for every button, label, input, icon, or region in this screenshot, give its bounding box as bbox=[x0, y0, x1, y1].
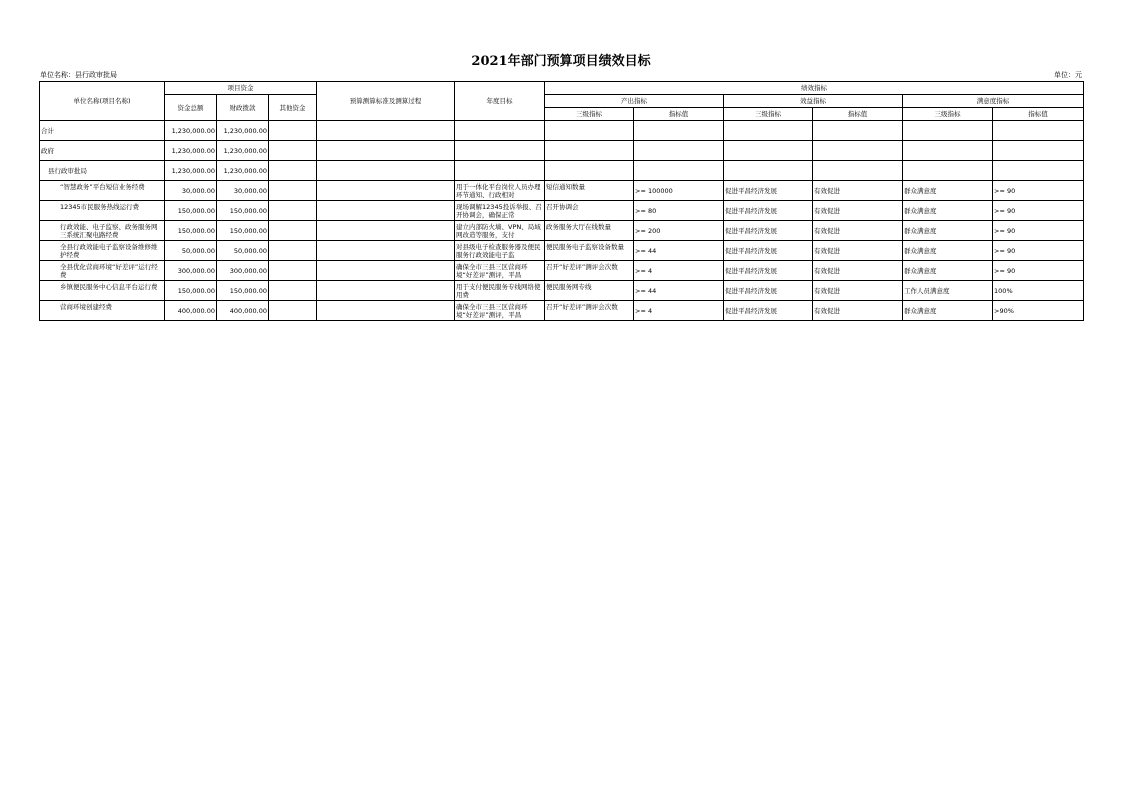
row-fiscal: 1,230,000.00 bbox=[217, 141, 269, 161]
project-total: 300,000.00 bbox=[165, 261, 217, 281]
row-name: 政府 bbox=[40, 141, 165, 161]
benefit-indicator: 促进平昌经济发展 bbox=[724, 281, 813, 301]
project-budget-standard bbox=[317, 221, 455, 241]
project-budget-standard bbox=[317, 241, 455, 261]
satisfaction-value: >= 90 bbox=[993, 261, 1084, 281]
header-performance: 绩效指标 bbox=[545, 82, 1084, 95]
project-annual-goal: 用于支付便民服务专线网络使用费 bbox=[456, 282, 541, 299]
project-budget-standard bbox=[317, 261, 455, 281]
output-indicator: 召开“好差评”测评会次数 bbox=[546, 262, 618, 271]
table-row bbox=[40, 301, 1084, 321]
project-annual-goal: 确保全市三县三区营商环境“好差评”测评，平昌 bbox=[456, 302, 528, 319]
benefit-indicator: 促进平昌经济发展 bbox=[724, 301, 813, 321]
header-annual-goal: 年度目标 bbox=[455, 82, 545, 121]
unit-name-label: 单位名称：县行政审批局 bbox=[40, 71, 117, 79]
satisfaction-value: >90% bbox=[993, 301, 1084, 321]
benefit-value: 有效促进 bbox=[813, 301, 903, 321]
header-satisfaction-level3: 三级指标 bbox=[903, 108, 993, 121]
output-value: >= 44 bbox=[634, 241, 724, 261]
row-name: 合计 bbox=[40, 121, 165, 141]
project-total: 50,000.00 bbox=[165, 241, 217, 261]
header-budget-standard: 预算测算标准及测算过程 bbox=[317, 82, 455, 121]
output-indicator: 召开协调会 bbox=[546, 202, 579, 211]
header-project-funds: 项目资金 bbox=[165, 82, 317, 95]
output-value: >= 200 bbox=[634, 221, 724, 241]
row-total: 1,230,000.00 bbox=[165, 161, 217, 181]
project-name: 乡镇便民服务中心信息平台运行费 bbox=[60, 282, 158, 291]
header-unit-name: 单位名称(项目名称) bbox=[40, 82, 165, 121]
project-fiscal: 400,000.00 bbox=[217, 301, 269, 321]
project-total: 400,000.00 bbox=[165, 301, 217, 321]
project-budget-standard bbox=[317, 281, 455, 301]
header-total: 资金总额 bbox=[165, 95, 217, 121]
satisfaction-indicator: 群众满意度 bbox=[903, 201, 993, 221]
table-row bbox=[40, 221, 1084, 241]
table-row bbox=[40, 181, 1084, 201]
row-fiscal: 1,230,000.00 bbox=[217, 161, 269, 181]
project-name: 12345市民服务热线运行费 bbox=[60, 202, 140, 211]
project-name: 全县优化营商环境“好差评”运行经费 bbox=[60, 262, 158, 279]
row-fiscal: 1,230,000.00 bbox=[217, 121, 269, 141]
page-title: 2021年部门预算项目绩效目标 bbox=[471, 54, 651, 69]
project-annual-goal: 对县级电子检查服务器及便民服务行政效能电子监 bbox=[456, 242, 541, 259]
header-other: 其他资金 bbox=[269, 95, 317, 121]
project-annual-goal: 建立内部防火墙、VPN、局域网改造等服务，支付 bbox=[456, 222, 541, 239]
output-indicator: 召开“好差评”测评会次数 bbox=[546, 302, 618, 311]
project-total: 150,000.00 bbox=[165, 221, 217, 241]
header-output-value: 指标值 bbox=[634, 108, 724, 121]
project-name: “智慧政务”平台短信业务经费 bbox=[60, 182, 145, 191]
satisfaction-value: >= 90 bbox=[993, 241, 1084, 261]
header-satisfaction-value: 指标值 bbox=[993, 108, 1084, 121]
table-row bbox=[40, 261, 1084, 281]
project-other bbox=[269, 281, 317, 301]
satisfaction-indicator: 群众满意度 bbox=[903, 261, 993, 281]
benefit-indicator: 促进平昌经济发展 bbox=[724, 221, 813, 241]
project-other bbox=[269, 261, 317, 281]
output-indicator: 短信通知数量 bbox=[546, 182, 586, 191]
header-benefit-value: 指标值 bbox=[813, 108, 903, 121]
output-value: >= 4 bbox=[634, 261, 724, 281]
project-other bbox=[269, 201, 317, 221]
benefit-value: 有效促进 bbox=[813, 181, 903, 201]
project-fiscal: 150,000.00 bbox=[217, 201, 269, 221]
table-row bbox=[40, 281, 1084, 301]
table-row bbox=[40, 141, 1084, 161]
project-budget-standard bbox=[317, 301, 455, 321]
satisfaction-value: 100% bbox=[993, 281, 1084, 301]
header-satisfaction: 满意度指标 bbox=[903, 95, 1084, 108]
benefit-value: 有效促进 bbox=[813, 221, 903, 241]
project-annual-goal: 现场调解12345投诉举报、召开协调会，确保正常 bbox=[456, 202, 542, 219]
project-name: 行政效能、电子监察、政务服务网三系统汇聚电路经费 bbox=[60, 222, 158, 239]
output-value: >= 100000 bbox=[634, 181, 724, 201]
row-total: 1,230,000.00 bbox=[165, 141, 217, 161]
header-benefit: 效益指标 bbox=[724, 95, 903, 108]
performance-goals-table bbox=[39, 81, 1084, 321]
satisfaction-indicator: 群众满意度 bbox=[903, 181, 993, 201]
satisfaction-indicator: 群众满意度 bbox=[903, 241, 993, 261]
satisfaction-value: >= 90 bbox=[993, 221, 1084, 241]
project-fiscal: 150,000.00 bbox=[217, 281, 269, 301]
benefit-value: 有效促进 bbox=[813, 241, 903, 261]
satisfaction-indicator: 群众满意度 bbox=[903, 301, 993, 321]
output-value: >= 44 bbox=[634, 281, 724, 301]
satisfaction-value: >= 90 bbox=[993, 201, 1084, 221]
row-name: 县行政审批局 bbox=[40, 161, 165, 181]
project-fiscal: 300,000.00 bbox=[217, 261, 269, 281]
benefit-value: 有效促进 bbox=[813, 261, 903, 281]
header-fiscal: 财政拨款 bbox=[217, 95, 269, 121]
row-total: 1,230,000.00 bbox=[165, 121, 217, 141]
project-fiscal: 150,000.00 bbox=[217, 221, 269, 241]
satisfaction-indicator: 工作人员满意度 bbox=[903, 281, 993, 301]
satisfaction-value: >= 90 bbox=[993, 181, 1084, 201]
header-benefit-level3: 三级指标 bbox=[724, 108, 813, 121]
project-other bbox=[269, 221, 317, 241]
output-indicator: 便民服务网专线 bbox=[546, 282, 592, 291]
project-name: 营商环境创建经费 bbox=[60, 302, 112, 311]
header-output-level3: 三级指标 bbox=[545, 108, 634, 121]
project-fiscal: 50,000.00 bbox=[217, 241, 269, 261]
table-row bbox=[40, 241, 1084, 261]
output-value: >= 4 bbox=[634, 301, 724, 321]
output-indicator: 便民服务电子监察设备数量 bbox=[546, 242, 625, 251]
table-row bbox=[40, 201, 1084, 221]
benefit-indicator: 促进平昌经济发展 bbox=[724, 201, 813, 221]
project-annual-goal: 确保全市三县三区营商环境“好差评”测评，平昌 bbox=[456, 262, 528, 279]
benefit-indicator: 促进平昌经济发展 bbox=[724, 261, 813, 281]
currency-unit-label: 单位：元 bbox=[1054, 71, 1082, 79]
benefit-indicator: 促进平昌经济发展 bbox=[724, 241, 813, 261]
output-indicator: 政务服务大厅在线数量 bbox=[546, 222, 612, 231]
project-total: 150,000.00 bbox=[165, 201, 217, 221]
benefit-value: 有效促进 bbox=[813, 281, 903, 301]
project-other bbox=[269, 301, 317, 321]
table-row bbox=[40, 161, 1084, 181]
satisfaction-indicator: 群众满意度 bbox=[903, 221, 993, 241]
project-budget-standard bbox=[317, 181, 455, 201]
project-annual-goal: 用于一体化平台岗位人员办理环节通知、行政相对 bbox=[456, 182, 541, 199]
header-output: 产出指标 bbox=[545, 95, 724, 108]
project-other bbox=[269, 181, 317, 201]
project-name: 全县行政效能电子监察设备维修维护经费 bbox=[60, 242, 158, 259]
project-total: 30,000.00 bbox=[165, 181, 217, 201]
benefit-indicator: 促进平昌经济发展 bbox=[724, 181, 813, 201]
project-fiscal: 30,000.00 bbox=[217, 181, 269, 201]
benefit-value: 有效促进 bbox=[813, 201, 903, 221]
output-value: >= 80 bbox=[634, 201, 724, 221]
table-row bbox=[40, 121, 1084, 141]
project-other bbox=[269, 241, 317, 261]
project-total: 150,000.00 bbox=[165, 281, 217, 301]
project-budget-standard bbox=[317, 201, 455, 221]
